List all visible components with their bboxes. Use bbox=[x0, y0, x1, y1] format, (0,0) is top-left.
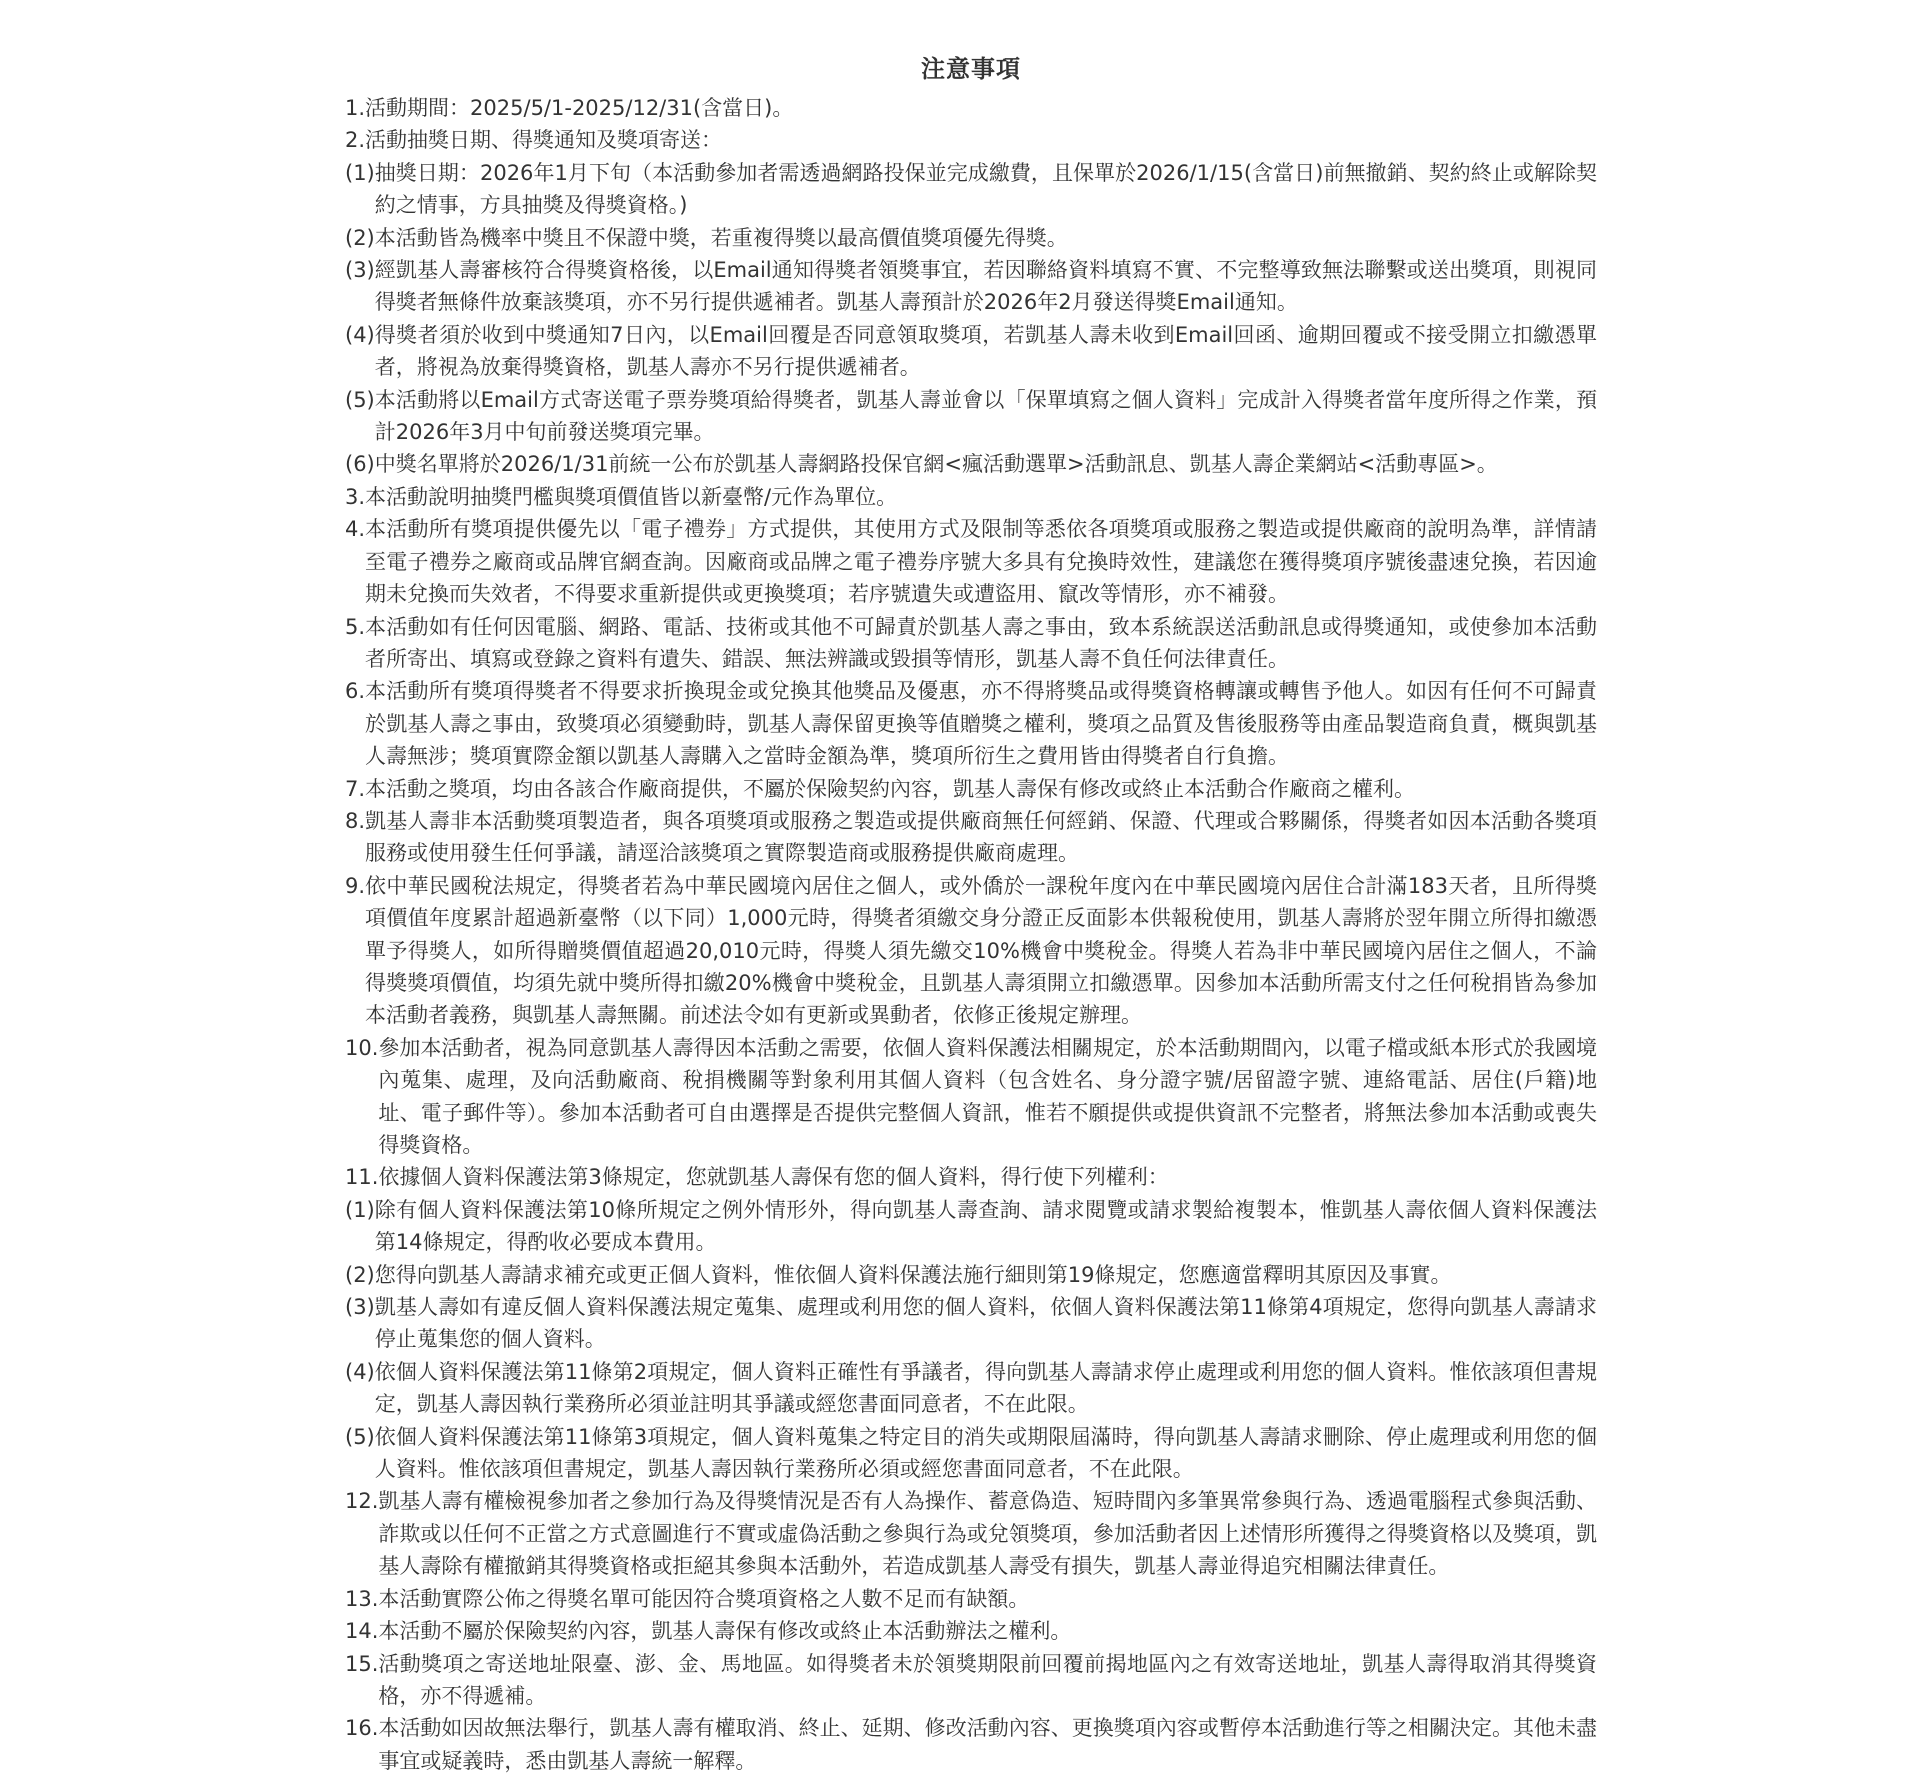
item-text: 本活動所有獎項提供優先以「電子禮券」方式提供，其使用方式及限制等悉依各項獎項或服務之製造或提供廠商的說明為準，詳情請至電子禮券之廠商或品牌官網查詢。因廠商或品牌之電子禮券序號大多具有兌換時效性，建議您在獲得獎項序號後盡速兌換，若因逾期未兌換而失效者，不得要求重新提供或更換獎項；若序號遺失或遭盜用、竄改等情形，亦不補發。 bbox=[365, 517, 1597, 607]
item-text: 本活動將以Email方式寄送電子票券獎項給得獎者，凱基人壽並會以「保單填寫之個人資料」完成計入得獎者當年度所得之作業，預計2026年3月中旬前發送獎項完畢。 bbox=[374, 387, 1597, 445]
item-text: 依個人資料保護法第11條第3項規定，個人資料蒐集之特定目的消失或期限屆滿時，得向凱基人壽請求刪除、停止處理或利用您的個人資料。惟依該項但書規定，凱基人壽因執行業務所必須或經您書面同意者，不在此限。 bbox=[374, 1424, 1597, 1482]
item-number: (5) bbox=[345, 1424, 375, 1449]
item-number: (4) bbox=[345, 1359, 375, 1384]
list-item bbox=[345, 611, 1597, 676]
notice-section bbox=[345, 50, 1597, 1777]
item-number: 9. bbox=[345, 873, 366, 898]
list-item bbox=[345, 222, 1597, 254]
item-number: (3) bbox=[345, 1295, 375, 1320]
item-number: 6. bbox=[345, 679, 366, 704]
list-item bbox=[345, 773, 1597, 805]
list-item bbox=[345, 1648, 1597, 1713]
item-number: (1) bbox=[345, 1197, 375, 1222]
item-text: 本活動實際公佈之得獎名單可能因符合獎項資格之人數不足而有缺額。 bbox=[378, 1586, 1030, 1611]
list-item bbox=[345, 805, 1597, 870]
item-text: 凱基人壽有權檢視參加者之參加行為及得獎情況是否有人為操作、蓄意偽造、短時間內多筆異常參與行為、透過電腦程式參與活動、詐欺或以任何不正當之方式意圖進行不實或虛偽活動之參與行為或兌領獎項，參加活動者因上述情形所獲得之得獎資格以及獎項，凱基人壽除有權撤銷其得獎資格或拒絕其參與本活動外，若造成凱基人壽受有損失，凱基人壽並得追究相關法律責任。 bbox=[378, 1489, 1597, 1579]
item-number: 12. bbox=[345, 1489, 379, 1514]
item-number: 2. bbox=[345, 128, 366, 153]
item-number: 4. bbox=[345, 517, 366, 542]
item-number: (6) bbox=[345, 452, 375, 477]
item-text: 本活動皆為機率中獎且不保證中獎，若重複得獎以最高價值獎項優先得獎。 bbox=[374, 225, 1068, 250]
item-text: 中獎名單將於2026/1/31前統一公布於凱基人壽網路投保官網<瘋活動選單>活動訊息、凱基人壽企業網站<活動專區>。 bbox=[374, 452, 1498, 477]
list-item bbox=[345, 1356, 1597, 1421]
item-text: 本活動說明抽獎門檻與獎項價值皆以新臺幣/元作為單位。 bbox=[365, 484, 898, 509]
item-number: (5) bbox=[345, 387, 375, 412]
list-item bbox=[345, 481, 1597, 513]
list-item bbox=[345, 1259, 1597, 1291]
list-item bbox=[345, 1485, 1597, 1582]
list-item bbox=[345, 1194, 1597, 1259]
item-text: 除有個人資料保護法第10條所規定之例外情形外，得向凱基人壽查詢、請求閱覽或請求製給複製本，惟凱基人壽依個人資料保護法第14條規定，得酌收必要成本費用。 bbox=[374, 1197, 1597, 1255]
item-number: (2) bbox=[345, 1262, 375, 1287]
item-number: (3) bbox=[345, 258, 375, 283]
item-number: 1. bbox=[345, 96, 366, 120]
item-text: 依中華民國稅法規定，得獎者若為中華民國境內居住之個人，或外僑於一課稅年度內在中華民國境內居住合計滿183天者，且所得獎項價值年度累計超過新臺幣（以下同）1,000元時，得獎者須繳交身分證正反面影本供報稅使用，凱基人壽將於翌年開立所得扣繳憑單予得獎人，如所得贈獎價值超過20,010元時，得獎人須先繳交10%機會中獎稅金。得獎人若為非中華民國境內居住之個人，不論得獎獎項價值，均須先就中獎所得扣繳20%機會中獎稅金，且凱基人壽須開立扣繳憑單。因參加本活動所需支付之任何稅捐皆為參加本活動者義務，與凱基人壽無關。前述法令如有更新或異動者，依修正後規定辦理。 bbox=[365, 873, 1597, 1028]
item-text: 依個人資料保護法第11條第2項規定，個人資料正確性有爭議者，得向凱基人壽請求停止處理或利用您的個人資料。惟依該項但書規定，凱基人壽因執行業務所必須並註明其爭議或經您書面同意者，不在此限。 bbox=[374, 1359, 1597, 1417]
item-number: 13. bbox=[345, 1586, 379, 1611]
list-item bbox=[345, 92, 1597, 124]
list-item bbox=[345, 1712, 1597, 1777]
item-number: 3. bbox=[345, 484, 366, 509]
item-text: 本活動如因故無法舉行，凱基人壽有權取消、終止、延期、修改活動內容、更換獎項內容或暫停本活動進行等之相關決定。其他未盡事宜或疑義時，悉由凱基人壽統一解釋。 bbox=[378, 1716, 1597, 1773]
item-number: (4) bbox=[345, 322, 375, 347]
list-item bbox=[345, 1421, 1597, 1486]
item-number: 14. bbox=[345, 1619, 379, 1644]
list-item bbox=[345, 513, 1597, 610]
list-item bbox=[345, 254, 1597, 319]
item-text: 活動獎項之寄送地址限臺、澎、金、馬地區。如得獎者未於領獎期限前回覆前揭地區內之有效寄送地址，凱基人壽得取消其得獎資格，亦不得遞補。 bbox=[378, 1651, 1597, 1708]
list-item bbox=[345, 124, 1597, 156]
item-text: 依據個人資料保護法第3條規定，您就凱基人壽保有您的個人資料，得行使下列權利： bbox=[378, 1165, 1169, 1190]
item-text: 您得向凱基人壽請求補充或更正個人資料，惟依個人資料保護法施行細則第19條規定，您應適當釋明其原因及事實。 bbox=[374, 1262, 1452, 1287]
item-text: 經凱基人壽審核符合得獎資格後，以Email通知得獎者領獎事宜，若因聯絡資料填寫不實、不完整導致無法聯繫或送出獎項，則視同得獎者無條件放棄該獎項，亦不另行提供遞補者。凱基人壽預計於2026年2月發送得獎Email通知。 bbox=[374, 258, 1597, 315]
list-item bbox=[345, 675, 1597, 772]
item-number: (2) bbox=[345, 225, 375, 250]
item-number: 16. bbox=[345, 1716, 379, 1741]
item-number: 5. bbox=[345, 614, 366, 639]
list-item bbox=[345, 1291, 1597, 1356]
item-number: 11. bbox=[345, 1165, 379, 1190]
list-item bbox=[345, 1161, 1597, 1193]
item-number: 8. bbox=[345, 808, 366, 833]
item-text: 本活動之獎項，均由各該合作廠商提供，不屬於保險契約內容，凱基人壽保有修改或終止本活動合作廠商之權利。 bbox=[365, 776, 1416, 801]
item-text: 活動抽獎日期、得獎通知及獎項寄送： bbox=[365, 128, 723, 153]
list-item bbox=[345, 319, 1597, 384]
item-text: 活動期間：2025/5/1-2025/12/31(含當日)。 bbox=[365, 96, 794, 120]
item-text: 抽獎日期：2026年1月下旬（本活動參加者需透過網路投保並完成繳費，且保單於2026/1/15(含當日)前無撤銷、契約終止或解除契約之情事，方具抽獎及得獎資格。) bbox=[374, 160, 1597, 218]
list-item bbox=[345, 384, 1597, 449]
item-number: 15. bbox=[345, 1651, 379, 1676]
item-text: 得獎者須於收到中獎通知7日內，以Email回覆是否同意領取獎項，若凱基人壽未收到Email回函、逾期回覆或不接受開立扣繳憑單者，將視為放棄得獎資格，凱基人壽亦不另行提供遞補者。 bbox=[374, 322, 1597, 380]
item-text: 凱基人壽如有違反個人資料保護法規定蒐集、處理或利用您的個人資料，依個人資料保護法第11條第4項規定，您得向凱基人壽請求停止蒐集您的個人資料。 bbox=[374, 1295, 1597, 1352]
list-item bbox=[345, 448, 1597, 480]
list-item bbox=[345, 1583, 1597, 1615]
item-number: 10. bbox=[345, 1035, 379, 1060]
item-text: 凱基人壽非本活動獎項製造者，與各項獎項或服務之製造或提供廠商無任何經銷、保證、代理或合夥關係，得獎者如因本活動各獎項服務或使用發生任何爭議，請逕洽該獎項之實際製造商或服務提供廠商處理。 bbox=[365, 808, 1597, 866]
item-text: 本活動不屬於保險契約內容，凱基人壽保有修改或終止本活動辦法之權利。 bbox=[378, 1619, 1072, 1644]
item-number: 7. bbox=[345, 776, 366, 801]
item-text: 本活動所有獎項得獎者不得要求折換現金或兌換其他獎品及優惠，亦不得將獎品或得獎資格轉讓或轉售予他人。如因有任何不可歸責於凱基人壽之事由，致獎項必須變動時，凱基人壽保留更換等值贈獎之權利，獎項之品質及售後服務等由產品製造商負責，概與凱基人壽無涉；獎項實際金額以凱基人壽購入之當時金額為準，獎項所衍生之費用皆由得獎者自行負擔。 bbox=[365, 679, 1597, 769]
list-item bbox=[345, 870, 1597, 1032]
item-number: (1) bbox=[345, 160, 375, 185]
item-text: 本活動如有任何因電腦、網路、電話、技術或其他不可歸責於凱基人壽之事由，致本系統誤送活動訊息或得獎通知，或使參加本活動者所寄出、填寫或登錄之資料有遺失、錯誤、無法辨識或毀損等情形，凱基人壽不負任何法律責任。 bbox=[365, 614, 1597, 671]
list-item bbox=[345, 1615, 1597, 1647]
item-text: 參加本活動者，視為同意凱基人壽得因本活動之需要，依個人資料保護法相關規定，於本活動期間內，以電子檔或紙本形式於我國境內蒐集、處理，及向活動廠商、稅捐機關等對象利用其個人資料（包含姓名、身分證字號/居留證字號、連絡電話、居住(戶籍)地址、電子郵件等）。參加本活動者可自由選擇是否提供完整個人資訊，惟若不願提供或提供資訊不完整者，將無法參加本活動或喪失得獎資格。 bbox=[378, 1035, 1597, 1157]
list-item bbox=[345, 157, 1597, 222]
list-item bbox=[345, 1032, 1597, 1162]
notice-list bbox=[345, 92, 1597, 1777]
notice-title: 注意事項 bbox=[921, 55, 1021, 83]
